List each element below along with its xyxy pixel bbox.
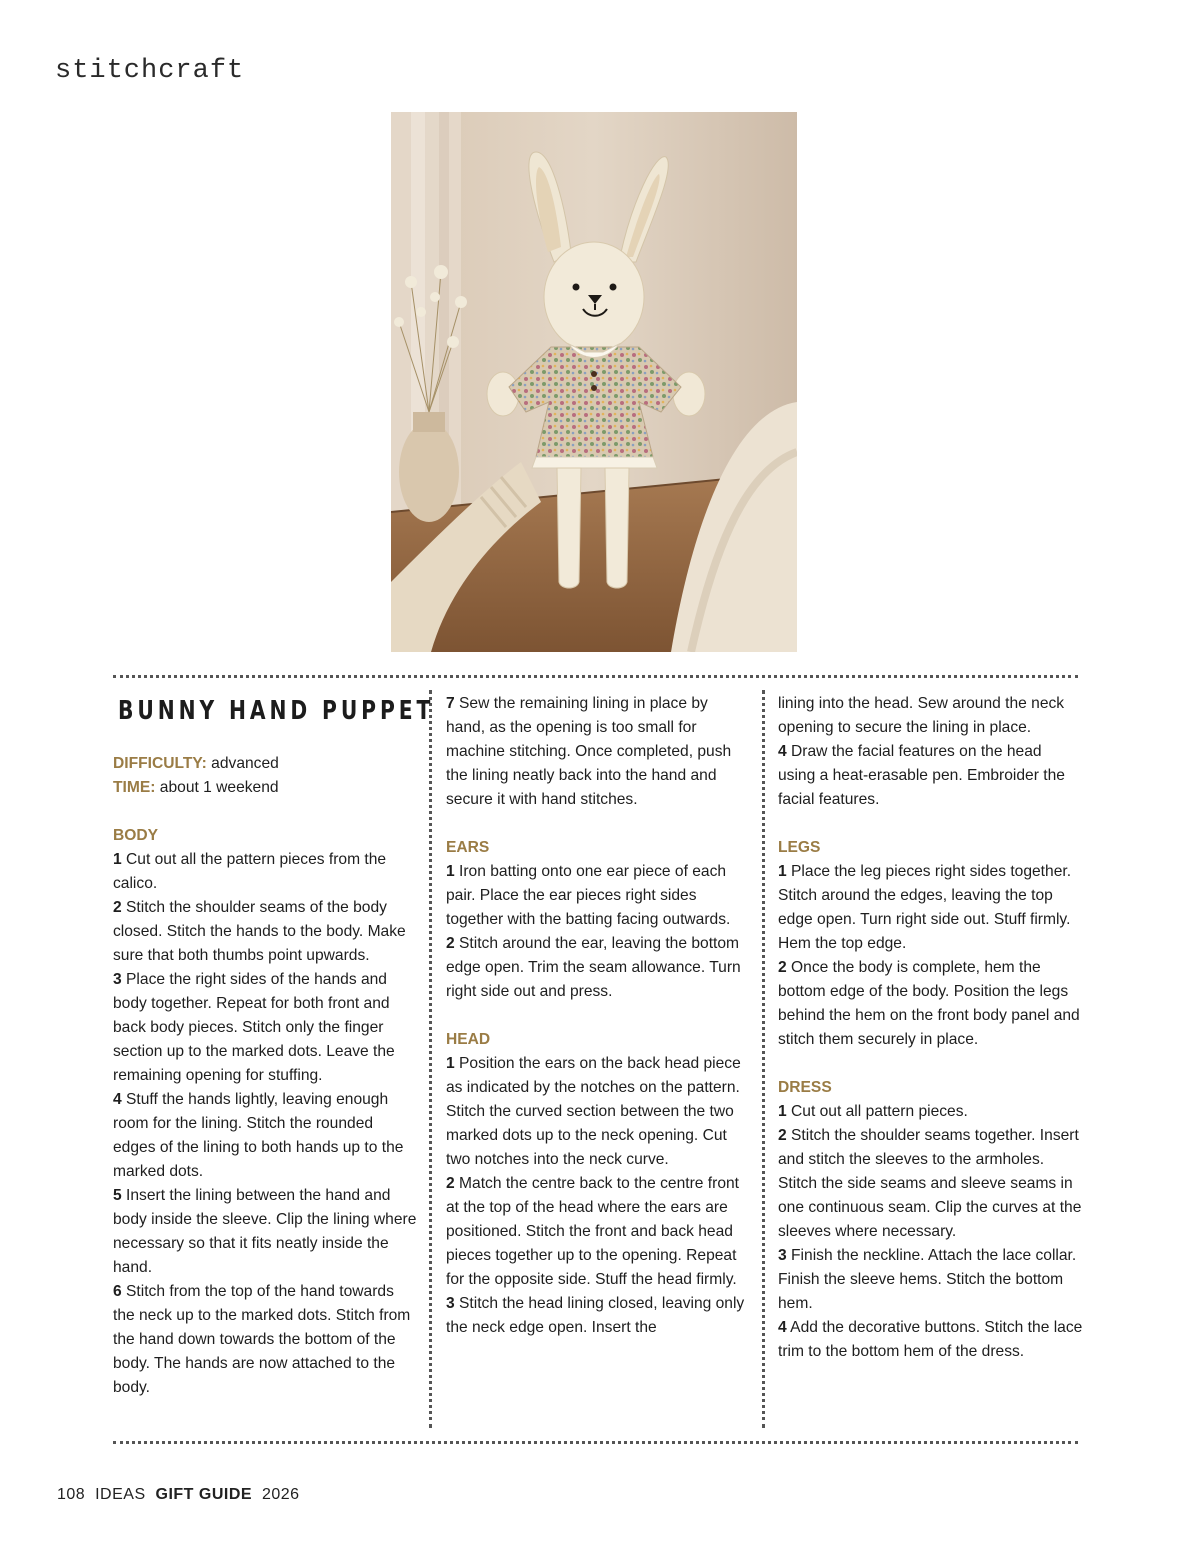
top-dotted-rule (113, 675, 1078, 678)
legs-heading: LEGS (778, 839, 821, 856)
issue-year: 2026 (261, 1486, 300, 1503)
difficulty-value: advanced (211, 755, 279, 772)
difficulty-label: DIFFICULTY: (113, 755, 207, 772)
ears-heading: EARS (446, 839, 490, 856)
body-step: 6 Stitch from the top of the hand towards the neck up to the marked dots. Stitch from the hand down towards the bottom of the body. The hands are now attached to the body. (113, 1283, 411, 1396)
head-step-continued: lining into the head. Sew around the neck opening to secure the lining in place. (778, 695, 1065, 736)
ears-step: 2 Stitch around the ear, leaving the bottom edge open. Trim the seam allowance. Turn right side out and press. (446, 935, 741, 1000)
time-value: about 1 weekend (159, 779, 279, 796)
column-divider (429, 690, 432, 1428)
head-step: 3 Stitch the head lining closed, leaving only the neck edge open. Insert the (446, 1295, 745, 1336)
dress-step: 1 Cut out all pattern pieces. (778, 1103, 968, 1120)
body-step: 1 Cut out all the pattern pieces from the calico. (113, 851, 387, 892)
difficulty-line (113, 752, 418, 776)
body-step: 2 Stitch the shoulder seams of the body closed. Stitch the hands to the body. Make sure that both thumbs point upwards. (113, 899, 406, 964)
dress-step: 4 Add the decorative buttons. Stitch the lace trim to the bottom hem of the dress. (778, 1319, 1083, 1360)
legs-step: 1 Place the leg pieces right sides together. Stitch around the edges, leaving the top edge open. Turn right side out. Stuff firmly. Hem the top edge. (778, 863, 1072, 952)
dress-heading: DRESS (778, 1079, 832, 1096)
body-step: 3 Place the right sides of the hands and body together. Repeat for both front and back body pieces. Stitch only the finger section up to the marked dots. Leave the remaining opening for stuffing. (113, 971, 395, 1084)
time-label: TIME: (113, 779, 156, 796)
column-two (446, 692, 751, 1340)
bottom-dotted-rule (113, 1441, 1078, 1444)
head-step: 2 Match the centre back to the centre front at the top of the head where the ears are positioned. Stitch the front and back head pieces together up to the opening. Repeat for the opposite side. Stuff the head firmly. (446, 1175, 740, 1288)
body-step: 7 Sew the remaining lining in place by hand, as the opening is too small for machine stitching. Once completed, push the lining neatly back into the hand and secure it with hand stitches. (446, 695, 732, 808)
magazine-name: IDEAS (95, 1486, 146, 1503)
section-tag: stitchcraft (55, 56, 245, 86)
head-step: 4 Draw the facial features on the head using a heat-erasable pen. Embroider the facial features. (778, 743, 1065, 808)
dress-step: 2 Stitch the shoulder seams together. Insert and stitch the sleeves to the armholes. Stitch the side seams and sleeve seams in one continuous seam. Clip the curves at the sleeves where necessary. (778, 1127, 1082, 1240)
bunny-puppet-photo (391, 112, 797, 652)
ears-step: 1 Iron batting onto one ear piece of each pair. Place the ear pieces right sides together with the batting facing outwards. (446, 863, 731, 928)
column-one (113, 692, 435, 1400)
head-step: 1 Position the ears on the back head piece as indicated by the notches on the pattern. Stitch the curved section between the two marked dots up to the neck opening. Cut two notches into the neck curve. (446, 1055, 741, 1168)
issue-name: GIFT GUIDE (155, 1486, 253, 1503)
head-heading: HEAD (446, 1031, 491, 1048)
legs-step: 2 Once the body is complete, hem the bottom edge of the body. Position the legs behind the hem on the front body panel and stitch them securely in place. (778, 959, 1080, 1048)
body-step: 4 Stuff the hands lightly, leaving enough room for the lining. Stitch the rounded edges of the lining to both hands up to the marked dots. (113, 1091, 404, 1180)
page-footer (57, 1486, 300, 1504)
project-title: BUNNY HAND PUPPET (118, 696, 435, 726)
body-step: 5 Insert the lining between the hand and body inside the sleeve. Clip the lining where necessary so that it fits neatly inside the hand. (113, 1187, 417, 1276)
dress-step: 3 Finish the neckline. Attach the lace collar. Finish the sleeve hems. Stitch the bottom hem. (778, 1247, 1077, 1312)
body-heading: BODY (113, 827, 159, 844)
column-three (778, 692, 1083, 1364)
column-divider (762, 690, 765, 1428)
time-line (113, 776, 418, 800)
page-number: 108 (57, 1486, 86, 1503)
project-meta (113, 752, 418, 800)
